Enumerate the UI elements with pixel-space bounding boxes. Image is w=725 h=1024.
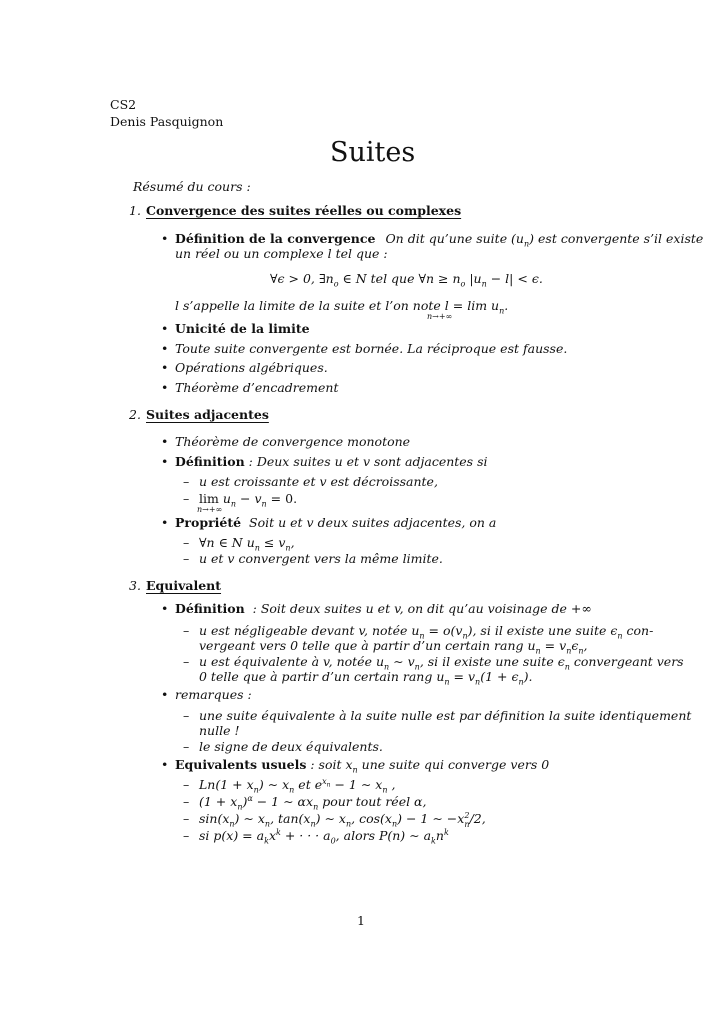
- remark-2: – le signe de deux équivalents.: [183, 739, 383, 754]
- section-2-number: 2.: [129, 407, 141, 422]
- page-title: Suites: [330, 137, 416, 168]
- bounded-sequence: • Toute suite convergente est bornée. La réciproque est fausse.: [161, 341, 568, 356]
- section-1-title: Convergence des suites réelles ou complexes: [146, 203, 462, 218]
- adjacent-property-1: – ∀n ∈ N $u_n \le v_n$,: [183, 535, 295, 553]
- monotone-convergence: • Théorème de convergence monotone: [161, 434, 411, 449]
- adjacent-definition: • Définition : Deux suites u et v sont adjacentes si: [161, 454, 488, 469]
- equivalent-line2: 0 telle que à partir d’un certain rang $u_n = v_n(1 + \epsilon_n)$.: [199, 669, 533, 687]
- algebraic-operations: • Opérations algébriques.: [161, 360, 328, 375]
- section-1-number: 1.: [129, 203, 141, 218]
- definition-convergence-line2: un réel ou un complexe l tel que :: [175, 246, 388, 261]
- equivalent-definition: • Définition : Soit deux suites u et v, on dit qu’au voisinage de +∞: [161, 601, 592, 616]
- remark-1-line1: – une suite équivalente à la suite nulle est par définition la suite identiquement: [183, 708, 692, 723]
- remark-1-line2: nulle !: [199, 723, 240, 738]
- summary-label: Résumé du cours :: [133, 179, 251, 194]
- usual-equivalent-3: – $\sin(x_n)$ ∼ $x_n$, $\tan(x_n)$ ∼ $x_n$, $\cos(x_n) - 1$ ∼ $-x^2_n/2$,: [183, 811, 486, 829]
- uniqueness-limit: • Unicité de la limite: [161, 321, 310, 336]
- remarks: • remarques :: [161, 687, 252, 702]
- equivalent-line1: – u est équivalente à v, notée $u_n$ ∼ $v_n$, si il existe une suite $\epsilon_n$ convergeant vers: [183, 654, 684, 672]
- course-code: CS2: [110, 97, 137, 112]
- usual-equivalent-2: – $(1 + x_n)^\alpha - 1$ ∼ $\alpha x_n$ pour tout réel α,: [183, 794, 427, 812]
- negligible-line1: – u est négligeable devant v, notée $u_n = o(v_n)$, si il existe une suite $\epsilon_n$ con-: [183, 623, 654, 641]
- adjacent-condition-1: – u est croissante et v est décroissante,: [183, 474, 438, 489]
- negligible-line2: vergeant vers 0 telle que à partir d’un certain rang $u_n = v_n\epsilon_n$,: [199, 638, 588, 656]
- usual-equivalents: • Equivalents usuels : soit $x_n$ une suite qui converge vers 0: [161, 757, 550, 775]
- limit-note: l s’appelle la limite de la suite et l’on note l = lim n→+∞ $u_n$.: [175, 298, 509, 321]
- adjacent-condition-2: – lim n→+∞ $u_n - v_n = 0$.: [183, 491, 298, 514]
- section-3-title: Equivalent: [146, 578, 222, 593]
- convergence-formula: ∀ϵ > 0, $\exists n_o$ ∈ N tel que ∀n ≥ $n_o$ $|u_n - l| < \epsilon$.: [270, 271, 543, 289]
- adjacent-property-2: – u et v convergent vers la même limite.: [183, 551, 443, 566]
- definition-convergence-line1: • Définition de la convergence On dit qu’une suite $(u_n)$ est convergente s’il existe: [161, 231, 704, 249]
- author-name: Denis Pasquignon: [110, 114, 224, 129]
- page-number: 1: [357, 913, 365, 928]
- section-2-title: Suites adjacentes: [146, 407, 269, 422]
- squeeze-theorem: • Théorème d’encadrement: [161, 380, 339, 395]
- section-3-number: 3.: [129, 578, 141, 593]
- usual-equivalent-4: – si $p(x) = a_kx^k$ + · · · $a_0$, alors P(n) ∼ $a_kn^k$: [183, 828, 449, 846]
- usual-equivalent-1: – $Ln(1 + x_n)$ ∼ $x_n$ et $e^{x_n} - 1$ ∼ $x_n$ ,: [183, 777, 396, 795]
- adjacent-property: • Propriété Soit u et v deux suites adjacentes, on a: [161, 515, 497, 530]
